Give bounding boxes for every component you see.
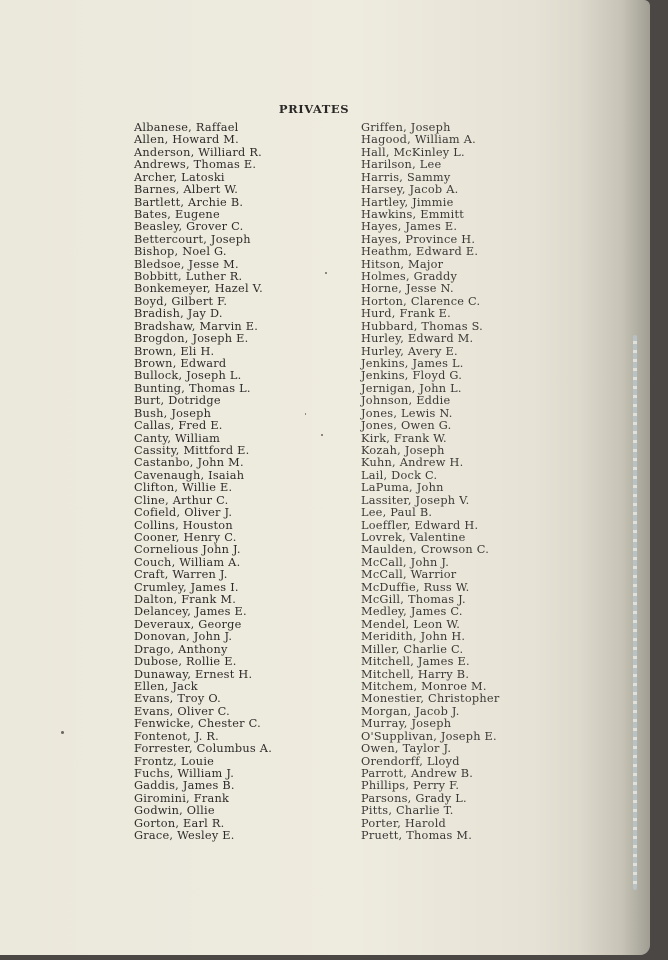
roster-entry: Frontz, Louie — [134, 754, 215, 768]
roster-entry: Bledsoe, Jesse M. — [134, 257, 239, 271]
roster-entry: Fontenot, J. R. — [134, 729, 220, 743]
roster-entry: Barnes, Albert W. — [134, 183, 239, 197]
roster-entry: LaPuma, John — [361, 481, 444, 495]
roster-entry: Porter, Harold — [361, 816, 447, 830]
roster-entry: Craft, Warren J. — [134, 568, 228, 582]
right-name-column — [361, 122, 499, 842]
roster-entry: Monestier, Christopher — [361, 692, 500, 706]
roster-entry: Hitson, Major — [361, 257, 444, 271]
roster-entry: Crumley, James I. — [134, 580, 239, 594]
roster-entry: Parsons, Grady L. — [361, 791, 467, 805]
roster-entry: Bonkemeyer, Hazel V. — [134, 282, 263, 296]
roster-entry: Brogdon, Joseph E. — [134, 332, 249, 346]
roster-entry: Mitchell, James E. — [361, 655, 470, 669]
roster-entry: Mendel, Leon W. — [361, 617, 461, 631]
roster-entry: Bartlett, Archie B. — [134, 195, 244, 209]
roster-entry: Harris, Sammy — [361, 170, 451, 184]
roster-entry: Drago, Anthony — [134, 642, 228, 656]
roster-entry: Kozah, Joseph — [361, 443, 445, 457]
roster-entry: Delancey, James E. — [134, 605, 247, 619]
roster-entry: Brown, Edward — [134, 357, 227, 371]
roster-entry: Giromini, Frank — [134, 791, 230, 805]
roster-entry: Hurd, Frank E. — [361, 307, 451, 321]
paper-speck — [61, 731, 64, 734]
roster-entry: Grace, Wesley E. — [134, 829, 235, 843]
roster-entry: Allen, Howard M. — [134, 133, 239, 147]
roster-entry: Canty, William — [134, 431, 221, 445]
roster-entry: Jenkins, James L. — [361, 357, 464, 371]
roster-entry: Bettercourt, Joseph — [134, 232, 251, 246]
roster-entry: Orendorff, Lloyd — [361, 754, 460, 768]
roster-entry: Donovan, John J. — [134, 630, 233, 644]
roster-entry: Hubbard, Thomas S. — [361, 319, 484, 333]
roster-entry: Meridith, John H. — [361, 630, 466, 644]
roster-entry: Brown, Eli H. — [134, 344, 215, 358]
roster-entry: Clifton, Willie E. — [134, 481, 233, 495]
roster-entry: Maulden, Crowson C. — [361, 543, 490, 557]
roster-entry: Godwin, Ollie — [134, 804, 215, 818]
paper-speck — [321, 434, 323, 436]
roster-entry: Cline, Arthur C. — [134, 493, 229, 507]
roster-entry: Loeffler, Edward H. — [361, 518, 479, 532]
roster-entry: Cornelious John J. — [134, 543, 241, 557]
roster-entry: Deveraux, George — [134, 617, 242, 631]
roster-entry: Phillips, Perry F. — [361, 779, 460, 793]
roster-entry: Hagood, William A. — [361, 133, 476, 147]
roster-entry: Cofield, Oliver J. — [134, 506, 233, 520]
roster-entry: Lovrek, Valentine — [361, 530, 466, 544]
roster-entry: Collins, Houston — [134, 518, 233, 532]
roster-entry: Holmes, Graddy — [361, 270, 458, 284]
roster-entry: Bishop, Noel G. — [134, 245, 227, 259]
page-edge-shadow — [580, 0, 650, 955]
roster-entry: Forrester, Columbus A. — [134, 742, 273, 756]
roster-entry: Dubose, Rollie E. — [134, 655, 237, 669]
roster-entry: Heathm, Edward E. — [361, 245, 479, 259]
paper-speck — [305, 413, 306, 415]
paper-speck — [325, 272, 327, 274]
roster-entry: Horton, Clarence C. — [361, 294, 481, 308]
section-heading: PRIVATES — [278, 102, 350, 116]
roster-entry: Lee, Paul B. — [361, 506, 433, 520]
roster-entry: Parrott, Andrew B. — [361, 766, 474, 780]
roster-entry: Bullock, Joseph L. — [134, 369, 242, 383]
roster-entry: Gaddis, James B. — [134, 779, 235, 793]
roster-entry: Johnson, Eddie — [361, 394, 451, 408]
roster-entry: Miller, Charlie C. — [361, 642, 464, 656]
roster-entry: Pitts, Charlie T. — [361, 804, 454, 818]
roster-entry: Fuchs, William J. — [134, 766, 235, 780]
roster-entry: Jones, Lewis N. — [361, 406, 453, 420]
roster-entry: Bunting, Thomas L. — [134, 381, 251, 395]
binding-thread — [633, 335, 637, 890]
roster-entry: Jernigan, John L. — [361, 381, 462, 395]
roster-entry: McCall, John J. — [361, 555, 450, 569]
roster-entry: Cassity, Mittford E. — [134, 443, 250, 457]
roster-entry: McDuffie, Russ W. — [361, 580, 470, 594]
roster-entry: Medley, James C. — [361, 605, 463, 619]
roster-entry: Bush, Joseph — [134, 406, 212, 420]
roster-entry: Castanbo, John M. — [134, 456, 244, 470]
roster-entry: Owen, Taylor J. — [361, 742, 452, 756]
roster-entry: Murray, Joseph — [361, 717, 452, 731]
roster-entry: Jenkins, Floyd G. — [361, 369, 463, 383]
roster-entry: Mitchem, Monroe M. — [361, 679, 487, 693]
roster-entry: Hawkins, Emmitt — [361, 207, 465, 221]
roster-entry: Hall, McKinley L. — [361, 145, 465, 159]
roster-entry: Gorton, Earl R. — [134, 816, 225, 830]
roster-entry: Hayes, Province H. — [361, 232, 476, 246]
roster-entry: Evans, Oliver C. — [134, 704, 230, 718]
roster-entry: Horne, Jesse N. — [361, 282, 454, 296]
roster-entry: McCall, Warrior — [361, 568, 457, 582]
roster-entry: Cooner, Henry C. — [134, 530, 237, 544]
roster-entry: Hartley, Jimmie — [361, 195, 454, 209]
roster-entry: Dalton, Frank M. — [134, 593, 237, 607]
roster-entry: Kuhn, Andrew H. — [361, 456, 464, 470]
roster-entry: Bates, Eugene — [134, 207, 220, 221]
roster-entry: Boyd, Gilbert F. — [134, 294, 228, 308]
roster-entry: Hurley, Avery E. — [361, 344, 458, 358]
roster-entry: Hurley, Edward M. — [361, 332, 474, 346]
roster-entry: Bobbitt, Luther R. — [134, 270, 243, 284]
roster-entry: Ellen, Jack — [134, 679, 198, 693]
roster-entry: Cavenaugh, Isaiah — [134, 468, 245, 482]
roster-entry: Couch, William A. — [134, 555, 241, 569]
roster-entry: Lail, Dock C. — [361, 468, 438, 482]
roster-entry: Lassiter, Joseph V. — [361, 493, 470, 507]
roster-entry: Albanese, Raffael — [134, 121, 239, 134]
roster-entry: Archer, Latoski — [134, 170, 225, 184]
roster-entry: Harilson, Lee — [361, 158, 442, 172]
left-name-column — [134, 122, 272, 842]
roster-entry: Fenwicke, Chester C. — [134, 717, 261, 731]
roster-entry: Hayes, James E. — [361, 220, 458, 234]
roster-entry: Anderson, Williard R. — [134, 145, 262, 159]
roster-entry: O'Supplivan, Joseph E. — [361, 729, 497, 743]
roster-entry: McGill, Thomas J. — [361, 593, 466, 607]
roster-entry: Kirk, Frank W. — [361, 431, 447, 445]
roster-entry: Bradshaw, Marvin E. — [134, 319, 259, 333]
roster-entry: Harsey, Jacob A. — [361, 183, 459, 197]
roster-entry: Dunaway, Ernest H. — [134, 667, 253, 681]
roster-entry: Mitchell, Harry B. — [361, 667, 470, 681]
roster-entry: Andrews, Thomas E. — [134, 158, 257, 172]
roster-entry: Bradish, Jay D. — [134, 307, 223, 321]
roster-entry: Burt, Dotridge — [134, 394, 221, 408]
roster-entry: Callas, Fred E. — [134, 419, 223, 433]
roster-entry: Jones, Owen G. — [361, 419, 452, 433]
roster-entry: Evans, Troy O. — [134, 692, 222, 706]
roster-entry: Pruett, Thomas M. — [361, 829, 473, 843]
roster-entry: Beasley, Grover C. — [134, 220, 244, 234]
roster-entry: Morgan, Jacob J. — [361, 704, 460, 718]
roster-entry: Griffen, Joseph — [361, 121, 451, 134]
